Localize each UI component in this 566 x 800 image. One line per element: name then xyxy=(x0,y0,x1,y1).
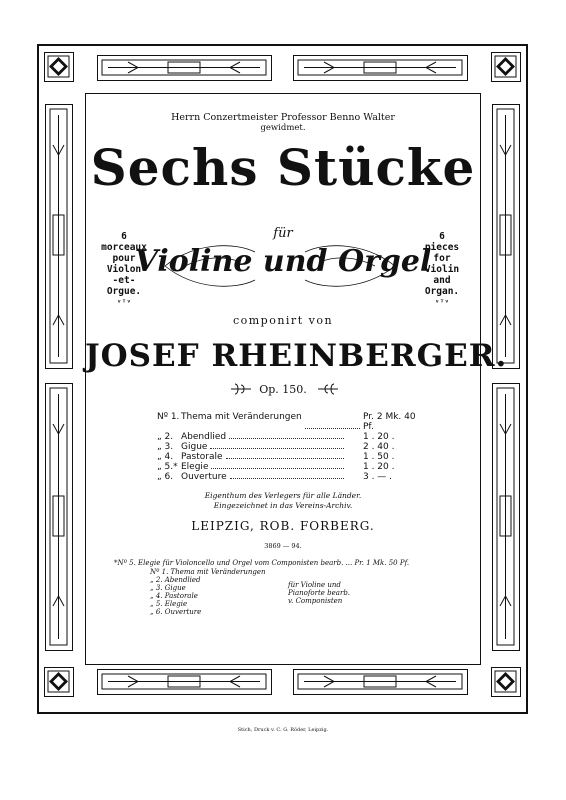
piece-number: „ 3. xyxy=(157,442,174,452)
piece-number: „ 4. xyxy=(157,452,174,462)
left-column-ornament-lower xyxy=(45,383,73,651)
top-ornament-bar-left xyxy=(97,55,272,81)
dot-leader xyxy=(211,462,344,469)
dot-leader xyxy=(229,432,344,439)
piece-number: Nº 1. xyxy=(157,412,180,422)
sub-list xyxy=(150,568,266,616)
left-side-line: morceaux xyxy=(101,242,147,253)
piece-price: 1 . 50 . xyxy=(363,452,395,462)
rights-line-2: Eingezeichnet in das Vereins-Archiv. xyxy=(213,501,353,510)
left-side-ornament-icon: ᵛᵀᵛ xyxy=(116,298,132,307)
piece-price: 3 . — . xyxy=(363,472,393,482)
componirt-text: componirt von xyxy=(232,314,334,327)
right-side-line: Organ. xyxy=(424,286,460,297)
composer-name: JOSEF RHEINBERGER. xyxy=(85,338,508,374)
plate-number: 3869 — 94. xyxy=(264,542,302,550)
list-item xyxy=(157,442,427,452)
pieces-list xyxy=(157,412,427,482)
sub-list-item: „ 4. Pastorale xyxy=(150,592,198,600)
list-item xyxy=(157,462,427,472)
sub-note xyxy=(288,581,350,605)
piece-name: Gigue xyxy=(181,442,208,452)
piece-price: Pr. 2 Mk. 40 Pf. xyxy=(363,412,416,432)
bottom-ornament-bar-right xyxy=(293,669,468,695)
left-side-line: pour xyxy=(112,253,136,264)
piece-number: „ 5.* xyxy=(157,462,178,472)
piece-name: Thema mit Veränderungen xyxy=(181,412,302,422)
list-item xyxy=(157,452,427,462)
corner-ornament-top-right xyxy=(491,52,521,82)
right-side-line: 6 xyxy=(439,231,445,242)
top-ornament-bar-right xyxy=(293,55,468,81)
sub-list-item: Nº 1. Thema mit Veränderungen xyxy=(150,568,266,576)
page-title: Sechs Stücke xyxy=(90,138,476,197)
dedication-line: Herrn Conzertmeister Professor Benno Walter xyxy=(171,112,395,123)
left-side-line: Violon xyxy=(106,264,142,275)
dot-leader xyxy=(226,452,344,459)
corner-ornament-bottom-right xyxy=(491,667,521,697)
publisher: LEIPZIG, ROB. FORBERG. xyxy=(191,519,375,533)
left-side-text xyxy=(94,231,154,308)
left-side-line: -et- xyxy=(112,275,136,286)
right-side-line: for xyxy=(433,253,451,264)
instruments-title: Violine und Orgel xyxy=(134,244,432,279)
rights-line-1: Eigenthum des Verlegers für alle Länder. xyxy=(204,491,362,500)
right-column-ornament-upper xyxy=(492,104,520,369)
piece-price: 2 . 40 . xyxy=(363,442,395,452)
piece-number: „ 2. xyxy=(157,432,174,442)
footnote: *Nº 5. Elegie für Violoncello und Orgel vom Componisten bearb. ... Pr. 1 Mk. 50 Pf. xyxy=(114,559,410,567)
piece-name: Elegie xyxy=(181,462,209,472)
opus-number: Op. 150. xyxy=(259,383,307,396)
corner-ornament-bottom-left xyxy=(44,667,74,697)
corner-ornament-top-left xyxy=(44,52,74,82)
piece-name: Abendlied xyxy=(181,432,227,442)
right-side-line: and xyxy=(433,275,451,286)
sub-note-line: für Violine und xyxy=(288,581,341,589)
piece-price: 1 . 20 . xyxy=(363,432,395,442)
sub-note-line: v. Componisten xyxy=(288,597,343,605)
fur-text: für xyxy=(273,226,293,241)
bottom-ornament-bar-left xyxy=(97,669,272,695)
left-column-ornament-upper xyxy=(45,104,73,369)
dot-leader xyxy=(305,412,360,429)
right-side-text xyxy=(412,231,472,308)
piece-name: Ouverture xyxy=(181,472,227,482)
opus-ornament-right-icon xyxy=(316,382,340,396)
left-side-line: Orgue. xyxy=(106,286,142,297)
left-side-line: 6 xyxy=(121,231,127,242)
list-item xyxy=(157,472,427,482)
sub-list-item: „ 6. Ouverture xyxy=(150,608,202,616)
piece-price: 1 . 20 . xyxy=(363,462,395,472)
right-side-line: pieces xyxy=(424,242,460,253)
right-side-line: Violin xyxy=(424,264,460,275)
right-side-ornament-icon: ᵛᵀᵛ xyxy=(434,298,450,307)
sub-list-item: „ 2. Abendlied xyxy=(150,576,201,584)
list-item xyxy=(157,412,427,432)
right-column-ornament-lower xyxy=(492,383,520,651)
sub-note-line: Pianoforte bearb. xyxy=(288,589,351,597)
piece-name: Pastorale xyxy=(181,452,223,462)
sub-list-item: „ 3. Gigue xyxy=(150,584,186,592)
sub-list-item: „ 5. Elegie xyxy=(150,600,188,608)
piece-number: „ 6. xyxy=(157,472,174,482)
list-item xyxy=(157,432,427,442)
dedication-gewidmet: gewidmet. xyxy=(260,123,306,133)
printer-credit: Stich, Druck v. C. G. Röder, Leipzig. xyxy=(237,727,329,733)
dot-leader xyxy=(230,472,344,479)
dot-leader xyxy=(210,442,344,449)
